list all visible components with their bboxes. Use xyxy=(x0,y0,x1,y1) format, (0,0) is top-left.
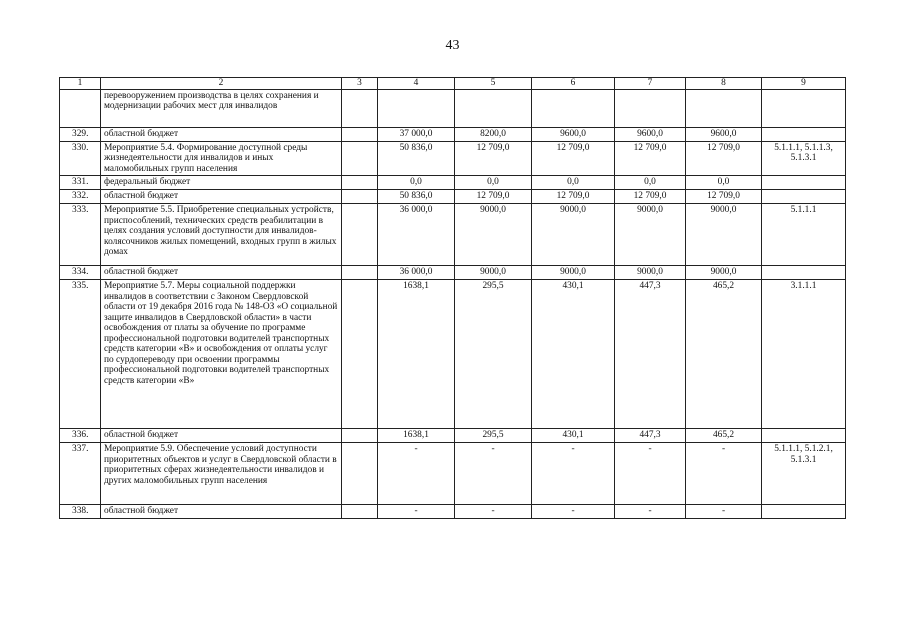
header-cell: 5 xyxy=(455,78,532,90)
table-row xyxy=(60,141,846,176)
table-row xyxy=(60,127,846,141)
header-cell: 9 xyxy=(762,78,846,90)
cell-c3 xyxy=(342,190,378,204)
cell-c6: 12 709,0 xyxy=(532,141,615,176)
row-name: Мероприятие 5.9. Обеспечение условий доступности приоритетных объектов и услуг в Свердловской области в приоритетных сферах жизнедеятельности инвалидов и других маломобильных групп населения xyxy=(101,443,342,505)
header-cell: 7 xyxy=(615,78,686,90)
cell-target-ids xyxy=(762,429,846,443)
cell-c5: 12 709,0 xyxy=(455,190,532,204)
cell-target-ids xyxy=(762,266,846,280)
cell-c8: 9000,0 xyxy=(686,204,762,266)
cell-c8: 9000,0 xyxy=(686,266,762,280)
row-number: 331. xyxy=(60,176,101,190)
cell-c7: 0,0 xyxy=(615,176,686,190)
cell-c7: 9000,0 xyxy=(615,204,686,266)
cell-c5: - xyxy=(455,443,532,505)
cell-c5: 295,5 xyxy=(455,280,532,429)
cell-total xyxy=(378,89,455,127)
header-cell: 6 xyxy=(532,78,615,90)
budget-table xyxy=(59,77,846,519)
cell-c7 xyxy=(615,89,686,127)
cell-c8: 0,0 xyxy=(686,176,762,190)
page-number: 43 xyxy=(445,38,460,53)
cell-c7: 9600,0 xyxy=(615,127,686,141)
header-cell: 8 xyxy=(686,78,762,90)
row-number: 332. xyxy=(60,190,101,204)
row-name: областной бюджет xyxy=(101,505,342,519)
header-cell: 2 xyxy=(101,78,342,90)
header-cell: 3 xyxy=(342,78,378,90)
cell-c3 xyxy=(342,176,378,190)
row-number xyxy=(60,89,101,127)
row-number: 333. xyxy=(60,204,101,266)
cell-c6: - xyxy=(532,443,615,505)
cell-c8: 9600,0 xyxy=(686,127,762,141)
cell-c5: 295,5 xyxy=(455,429,532,443)
cell-target-ids xyxy=(762,176,846,190)
table-row xyxy=(60,176,846,190)
row-name: федеральный бюджет xyxy=(101,176,342,190)
cell-c7: - xyxy=(615,443,686,505)
cell-c7: 12 709,0 xyxy=(615,141,686,176)
cell-total: - xyxy=(378,505,455,519)
cell-c7: 9000,0 xyxy=(615,266,686,280)
cell-total: 1638,1 xyxy=(378,429,455,443)
cell-c3 xyxy=(342,89,378,127)
row-name: областной бюджет xyxy=(101,190,342,204)
table-row xyxy=(60,190,846,204)
cell-c5: 8200,0 xyxy=(455,127,532,141)
cell-c3 xyxy=(342,280,378,429)
cell-c6 xyxy=(532,89,615,127)
cell-c3 xyxy=(342,505,378,519)
cell-c5 xyxy=(455,89,532,127)
cell-c5: 9000,0 xyxy=(455,204,532,266)
row-name: областной бюджет xyxy=(101,127,342,141)
cell-target-ids xyxy=(762,190,846,204)
row-number: 338. xyxy=(60,505,101,519)
cell-c8 xyxy=(686,89,762,127)
row-name: Мероприятие 5.4. Формирование доступной среды жизнедеятельности для инвалидов и иных маломобильных групп населения xyxy=(101,141,342,176)
cell-c6: 430,1 xyxy=(532,280,615,429)
cell-c6: - xyxy=(532,505,615,519)
cell-target-ids xyxy=(762,89,846,127)
cell-c7: - xyxy=(615,505,686,519)
table-row xyxy=(60,443,846,505)
cell-target-ids: 5.1.1.1, 5.1.2.1, 5.1.3.1 xyxy=(762,443,846,505)
cell-total: 50 836,0 xyxy=(378,190,455,204)
cell-total: 0,0 xyxy=(378,176,455,190)
header-row xyxy=(60,78,846,90)
table-row xyxy=(60,204,846,266)
cell-c5: - xyxy=(455,505,532,519)
row-name: Мероприятие 5.5. Приобретение специальных устройств, приспособлений, технических средств реабилитации в целях создания условий доступности для инвалидов-колясочников жилых помещений, входных групп в жилых домах xyxy=(101,204,342,266)
cell-target-ids xyxy=(762,127,846,141)
cell-c3 xyxy=(342,266,378,280)
row-number: 336. xyxy=(60,429,101,443)
table-row xyxy=(60,89,846,127)
cell-c8: 12 709,0 xyxy=(686,141,762,176)
cell-c3 xyxy=(342,204,378,266)
cell-c5: 9000,0 xyxy=(455,266,532,280)
cell-c6: 12 709,0 xyxy=(532,190,615,204)
cell-total: 36 000,0 xyxy=(378,266,455,280)
cell-total: 37 000,0 xyxy=(378,127,455,141)
cell-c6: 9600,0 xyxy=(532,127,615,141)
cell-total: 1638,1 xyxy=(378,280,455,429)
header-cell: 4 xyxy=(378,78,455,90)
table-row xyxy=(60,266,846,280)
cell-c7: 12 709,0 xyxy=(615,190,686,204)
cell-c3 xyxy=(342,429,378,443)
cell-c6: 430,1 xyxy=(532,429,615,443)
row-name: областной бюджет xyxy=(101,266,342,280)
cell-c7: 447,3 xyxy=(615,429,686,443)
header-cell: 1 xyxy=(60,78,101,90)
cell-c8: - xyxy=(686,443,762,505)
cell-c3 xyxy=(342,443,378,505)
table-row xyxy=(60,429,846,443)
cell-c3 xyxy=(342,127,378,141)
row-number: 330. xyxy=(60,141,101,176)
cell-c6: 9000,0 xyxy=(532,266,615,280)
cell-target-ids: 5.1.1.1, 5.1.1.3, 5.1.3.1 xyxy=(762,141,846,176)
cell-c8: 465,2 xyxy=(686,429,762,443)
table-row xyxy=(60,505,846,519)
cell-c7: 447,3 xyxy=(615,280,686,429)
row-number: 329. xyxy=(60,127,101,141)
table-row xyxy=(60,280,846,429)
row-name: областной бюджет xyxy=(101,429,342,443)
cell-c8: 465,2 xyxy=(686,280,762,429)
cell-c6: 9000,0 xyxy=(532,204,615,266)
cell-total: 36 000,0 xyxy=(378,204,455,266)
cell-total: 50 836,0 xyxy=(378,141,455,176)
cell-c8: 12 709,0 xyxy=(686,190,762,204)
cell-c6: 0,0 xyxy=(532,176,615,190)
cell-target-ids: 5.1.1.1 xyxy=(762,204,846,266)
cell-c5: 0,0 xyxy=(455,176,532,190)
cell-c3 xyxy=(342,141,378,176)
cell-target-ids xyxy=(762,505,846,519)
cell-total: - xyxy=(378,443,455,505)
row-name: перевооружением производства в целях сохранения и модернизации рабочих мест для инвалидов xyxy=(101,89,342,127)
cell-target-ids: 3.1.1.1 xyxy=(762,280,846,429)
cell-c8: - xyxy=(686,505,762,519)
row-number: 334. xyxy=(60,266,101,280)
row-number: 337. xyxy=(60,443,101,505)
row-name: Мероприятие 5.7. Меры социальной поддержки инвалидов в соответствии с Законом Свердловской области от 19 декабря 2016 года № 148-ОЗ «О социальной защите инвалидов в Свердловской области» в части освобождения от платы за обучение по программе профессиональной подготовки водителей транспортных средств категории «В» и освобождения от оплаты услуг по сурдопереводу при освоении программы профессиональной подготовки водителей транспортных средств категории «В» xyxy=(101,280,342,429)
cell-c5: 12 709,0 xyxy=(455,141,532,176)
row-number: 335. xyxy=(60,280,101,429)
